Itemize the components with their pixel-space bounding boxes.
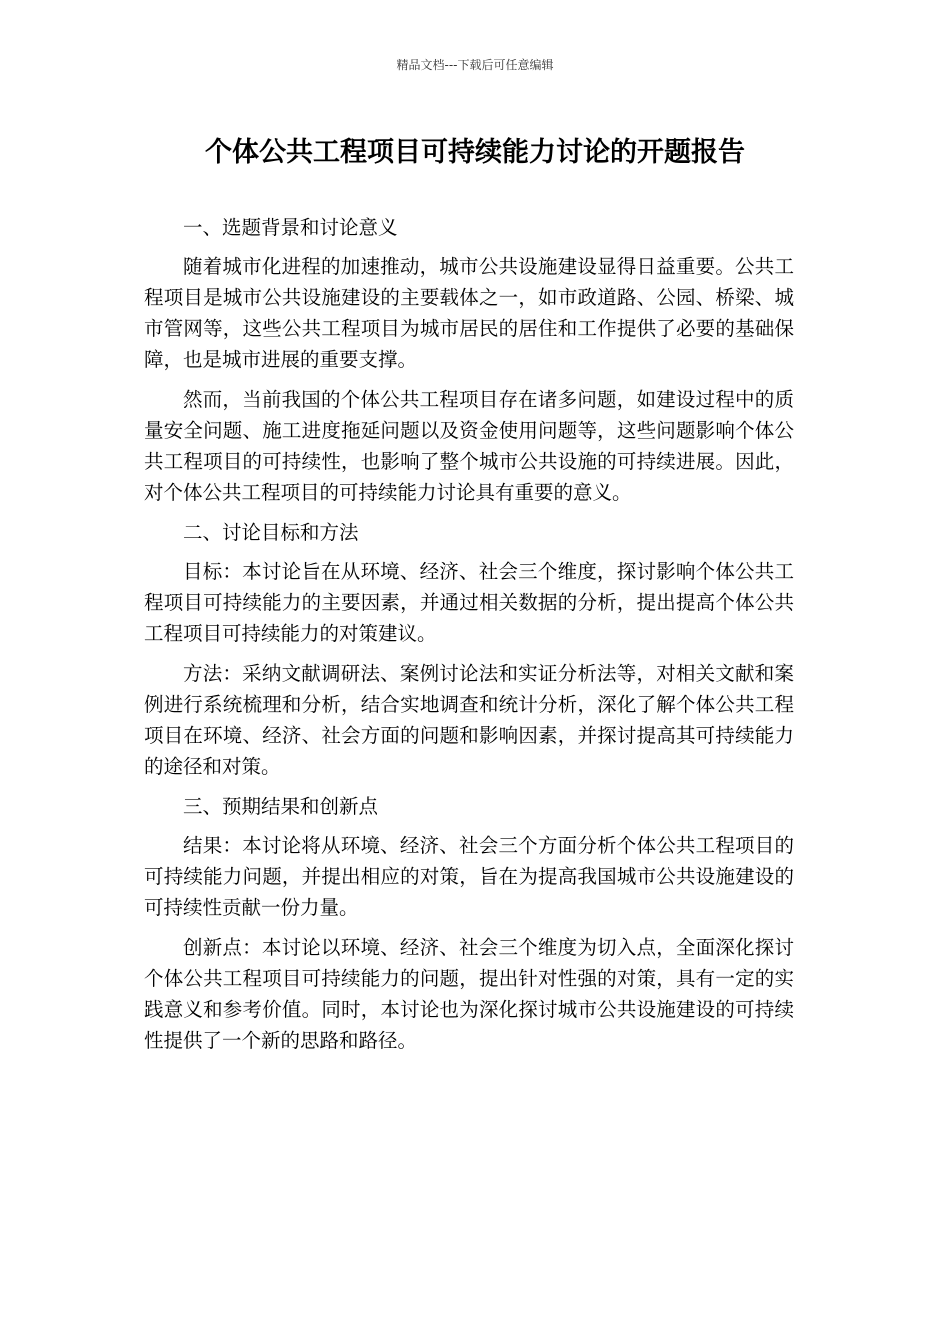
paragraph: 然而，当前我国的个体公共工程项目存在诸多问题，如建设过程中的质量安全问题、施工进度拖延问题以及资金使用问题等，这些问题影响个体公共工程项目的可持续性，也影响了整个城市公共设施的可持续进展。因此，对个体公共工程项目的可持续能力讨论具有重要的意义。	[144, 388, 794, 504]
section-heading: 二、讨论目标和方法	[183, 521, 359, 544]
section-heading: 一、选题背景和讨论意义	[183, 216, 398, 239]
paragraph: 方法：采纳文献调研法、案例讨论法和实证分析法等，对相关文献和案例进行系统梳理和分析，结合实地调查和统计分析，深化了解个体公共工程项目在环境、经济、社会方面的问题和影响因素，并探讨提高其可持续能力的途径和对策。	[144, 662, 794, 778]
section-goals-methods	[144, 517, 794, 782]
document-title: 个体公共工程项目可持续能力讨论的开题报告	[205, 137, 745, 168]
document-body	[144, 212, 794, 1065]
section-background	[144, 212, 794, 508]
paragraph: 随着城市化进程的加速推动，城市公共设施建设显得日益重要。公共工程项目是城市公共设施建设的主要载体之一，如市政道路、公园、桥梁、城市管网等，这些公共工程项目为城市居民的居住和工作提供了必要的基础保障，也是城市进展的重要支撑。	[144, 255, 794, 371]
header-note: 精品文档---下载后可任意编辑	[396, 58, 554, 72]
paragraph: 结果：本讨论将从环境、经济、社会三个方面分析个体公共工程项目的可持续能力问题，并提出相应的对策，旨在为提高我国城市公共设施建设的可持续性贡献一份力量。	[144, 834, 794, 919]
paragraph: 创新点：本讨论以环境、经济、社会三个维度为切入点，全面深化探讨个体公共工程项目可持续能力的问题，提出针对性强的对策，具有一定的实践意义和参考价值。同时，本讨论也为深化探讨城市公共设施建设的可持续性提供了一个新的思路和路径。	[144, 936, 794, 1052]
section-expected-results	[144, 791, 794, 1056]
section-heading: 三、预期结果和创新点	[183, 795, 379, 818]
paragraph: 目标：本讨论旨在从环境、经济、社会三个维度，探讨影响个体公共工程项目可持续能力的主要因素，并通过相关数据的分析，提出提高个体公共工程项目可持续能力的对策建议。	[144, 560, 794, 645]
